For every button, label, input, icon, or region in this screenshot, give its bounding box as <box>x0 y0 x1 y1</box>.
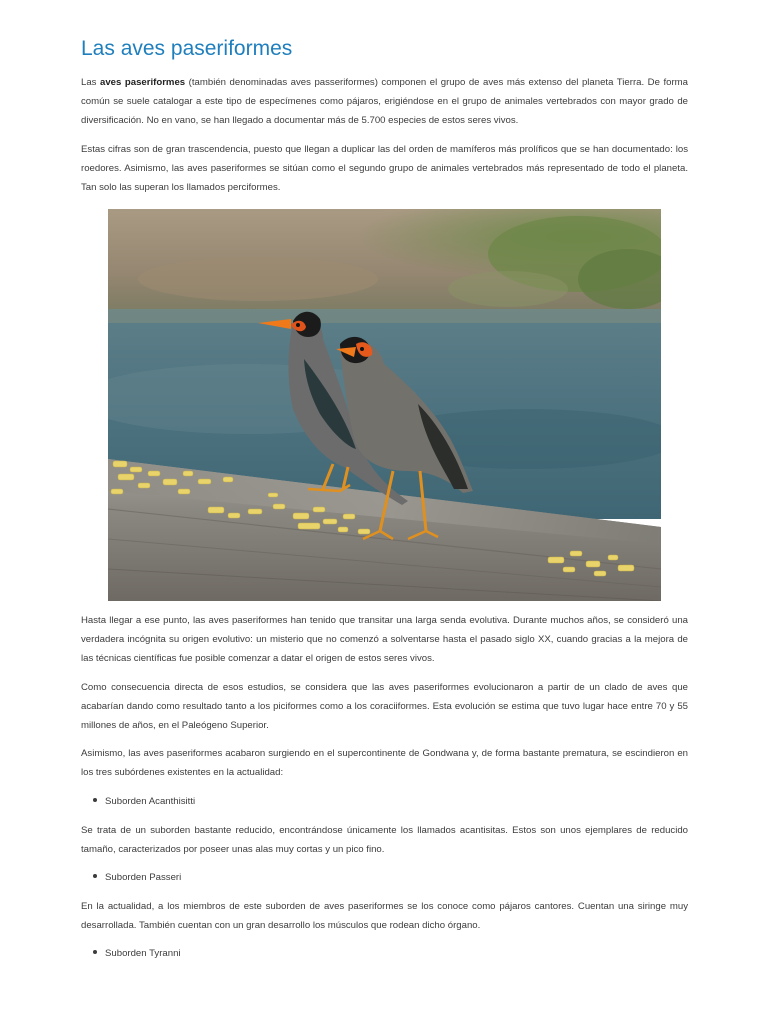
paragraph-intro-bold: aves paseriformes <box>100 77 186 88</box>
bird-photo <box>108 209 661 601</box>
paragraph-intro-lead: Las <box>81 77 100 88</box>
paragraph-intro <box>81 73 688 130</box>
paragraph-studies: Como consecuencia directa de esos estudios, se considera que las aves paseriformes evolucionaron a partir de un clado de aves que acabarían dando como resultado tanto a los piciformes como a los coraciiformes. Esta evolución se estima que tuvo lugar hace entre 70 y 55 millones de años, en el Paleógeno Superior. <box>81 682 688 731</box>
bullet-dot-icon <box>93 950 97 954</box>
bullet-dot-icon <box>93 798 97 802</box>
list-item-label: Suborden Tyranni <box>105 948 181 959</box>
paragraph-evolution: Hasta llegar a ese punto, las aves paseriformes han tenido que transitar una larga senda evolutiva. Durante muchos años, se consideró una verdadera incógnita su origen evolutivo: un misterio que no comenzó a solventarse hasta el pasado siglo XX, cuando gracias a la mejora de las técnicas científicas fue posible comenzar a datar el origen de estos seres vivos. <box>81 615 688 664</box>
list-item-acanthisitti <box>93 792 195 811</box>
paragraph-figures: Estas cifras son de gran trascendencia, puesto que llegan a duplicar las del orden de mamíferos más prolíficos que se han documentado: los roedores. Asimismo, las aves paseriformes se sitúan como el segundo grupo de animales vertebrados más representado de todo el planeta. Tan solo las superan los llamados perciformes. <box>81 144 688 193</box>
paragraph-gondwana: Asimismo, las aves paseriformes acabaron surgiendo en el supercontinente de Gondwana y, de forma bastante prematura, se escindieron en los tres subórdenes existentes en la actualidad: <box>81 748 688 778</box>
list-item-label: Suborden Acanthisitti <box>105 796 196 807</box>
paragraph-acanthisitti: Se trata de un suborden bastante reducido, encontrándose únicamente los llamados acantisitas. Estos son unos ejemplares de reducido tamaño, caracterizados por poseer unas alas muy cortas y un pico fino. <box>81 825 688 855</box>
article-title: Las aves paseriformes <box>81 37 293 60</box>
list-item-passeri <box>93 868 181 887</box>
paragraph-intro-rest: (también denominadas aves passeriformes) componen el grupo de aves más extenso del planeta Tierra. De forma común se suele catalogar a este tipo de especímenes como pájaros, erigiéndose en el grupo de animales vertebrados con mayor grado de diversificación. No en vano, se han llegado a documentar más de 5.700 especies de estos seres vivos. <box>81 77 688 126</box>
list-item-tyranni <box>93 944 181 963</box>
bullet-dot-icon <box>93 874 97 878</box>
paragraph-passeri: En la actualidad, a los miembros de este suborden de aves paseriformes se los conoce como pájaros cantores. Cuentan una siringe muy desarrollada. También cuentan con un gran desarrollo los músculos que rodean dicho órgano. <box>81 901 688 931</box>
list-item-label: Suborden Passeri <box>105 872 182 883</box>
